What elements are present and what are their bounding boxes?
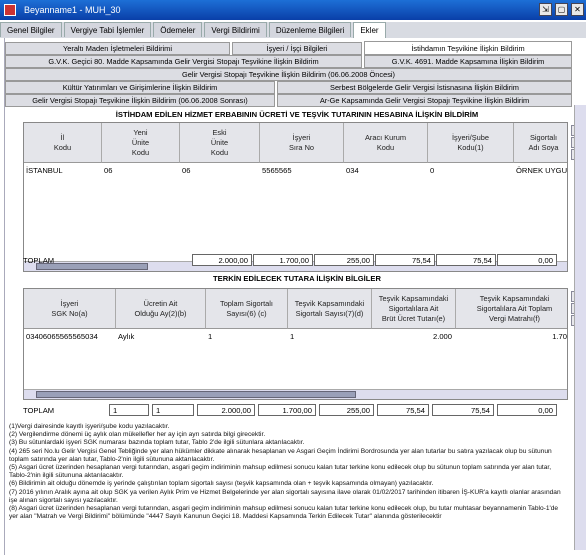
section2-total-8: 0,00 [497,404,557,416]
subtab-arge[interactable]: Ar-Ge Kapsamında Gelir Vergisi Stopajı Teşvikine İlişkin Bildirim [277,94,572,107]
section2-total-5: 255,00 [319,404,374,416]
section2-total-7: 75,54 [432,404,494,416]
subtab-kultur-yatirimlari[interactable]: Kültür Yatırımları ve Girişimlerine İlişkin Bildirim [5,81,275,94]
footnote-7: (7) 2016 yılının Aralık ayına ait olup SGK ya verilen Aylık Prim ve Hizmet Belgelerinde yer alan sigortalı sayısına ilave olarak 01/02/2017 tarihinden itibaren İŞ-KUR'a kayıtlı olanlar arasından işe alınan sigortalı sayısı yazılacaktır. [9,488,561,504]
section2-hscroll-thumb[interactable] [36,391,356,398]
cell-isyeri-sube-kodu[interactable]: 0 [430,166,435,175]
section2-total-3: 2.000,00 [197,404,255,416]
section2-title: TERKİN EDİLECEK TUTARA İLİŞKİN BİLGİLER [213,274,381,283]
footnote-5: (5) Asgari ücret üzerinden hesaplanan vergi tutarından, asgari geçim indiriminin mahsup edilmesi sonucu kalan tutar terkine konu edilecek olup bu sütunun toplam satırında yer alan tutar, Tablo-2'nin ilgili sütununa aktarılacaktır. [9,464,552,480]
section1-total-label: TOPLAM [23,256,55,265]
cell-brut-ucret[interactable]: 2.000 [432,332,452,341]
subtab-stopaj-oncesi[interactable]: Gelir Vergisi Stopajı Teşvikine İlişkin Bildirim (06.06.2008 Öncesi) [5,68,572,81]
cell-tesvik-sigortali-sayisi[interactable]: 1 [290,332,295,341]
footnote-6: (6) Bildirimin ait olduğu dönemde iş yerinde çalıştırılan toplam sigortalı sayısı (teşvik kapsamında olan + teşvik kapsamında olmayan) yazılacaktır. [9,480,434,488]
col-toplam-sigortali[interactable]: Toplam Sigortalı Sayısı(6) (c) [206,289,288,329]
footnote-4: (4) 265 seri No.lu Gelir Vergisi Genel Tebliğinde yer alan hükümler dikkate alınarak hesaplanan ve Asgari Geçim İndirimi Bordrosunda yer alan tutarlar bu satıra yazılacak olup bu sütunun toplam satırında yer alan tutar, Tablo-2'nin ilgili sütununa aktarılacaktır. [9,447,552,463]
section2-hscrollbar[interactable] [24,389,567,399]
subtab-serbest-bolge[interactable]: Serbest Bölgelerde Gelir Vergisi İstisnasına İlişkin Bildirim [277,81,572,94]
footnote-2: (2) Vergilendirme dönemi üç aylık olan mükellefler her ay için ayrı satırda bilgi girecektir. [9,431,266,439]
section2-total-label: TOPLAM [23,406,55,415]
footnotes [9,423,564,521]
tab-ekler[interactable]: Ekler [353,22,385,38]
app-icon [4,4,16,16]
tab-odemeler[interactable]: Ödemeler [153,22,202,37]
col-eski-unite-kodu[interactable]: Eski Ünite Kodu [180,123,260,163]
subtab-gvk-4691[interactable]: G.V.K. 4691. Madde Kapsamına İlişkin Bildirim [364,55,572,68]
tab-vergiye-tabi-islemler[interactable]: Vergiye Tabi İşlemler [64,22,152,37]
footnote-3: (3) Bu sütunlardaki işyeri SGK numarası bazında toplam tutar, Tablo 2'de ilgili sütunlara aktarılacaktır. [9,439,305,447]
cell-ucretin-ait-oldugu-ay[interactable]: Aylık [118,332,135,341]
col-brut-ucret[interactable]: Teşvik Kapsamındaki Sigortalılara Ait Brüt Ücret Tutarı(e) [372,289,456,329]
section1-total-1: 2.000,00 [192,254,252,266]
section1-total-4: 75,54 [375,254,435,266]
col-sigortali-adi[interactable]: Sigortalı Adı Soya [514,123,568,163]
main-tab-bar [0,22,586,38]
window-titlebar [0,0,586,20]
section1-title: İSTİHDAM EDİLEN HİZMET ERBABININ ÜCRETİ VE TEŞVİK TUTARININ HESABINA İLİŞKİN BİLDİRİM [115,110,479,119]
cell-il-kodu[interactable]: İSTANBUL [26,166,63,175]
footnote-8: (8) Asgari ücret üzerinden hesaplanan vergi tutarından, asgari geçim indiriminin mahsup edilmesi sonucu kalan tutar terkine konu edilecek olup, bu tutar muhtasar beyannamenin Tablo-1'de yer alan "Matrah ve Vergi Bildirimi" bölümünde "4447 Sayılı Kanunun Geçici 18. Maddesi Kapsamında Terkin Edilecek Tutar" alanında gösterilecektir [9,505,559,521]
footnote-1: (1)Vergi dairesinde kayıtlı işyeri/şube kodu yazılacaktır. [9,423,170,430]
subtab-istihdam-tesvik[interactable]: İstihdamın Teşvikine İlişkin Bildirim [364,41,572,55]
section1-total-3: 255,00 [314,254,374,266]
close-button[interactable]: ✕ [571,3,584,16]
cell-isyeri-sira-no[interactable]: 5565565 [262,166,292,175]
section1-total-2: 1.700,00 [253,254,313,266]
istihdam-grid [23,122,568,272]
cell-toplam-sigortali[interactable]: 1 [208,332,213,341]
col-ucretin-ait-oldugu-ay[interactable]: Ücretin Ait Olduğu Ay(2)(b) [116,289,206,329]
col-isyeri-sira-no[interactable]: İşyeri Sıra No [260,123,344,163]
section2-total-4: 1.700,00 [258,404,316,416]
subtab-isyeri-isci[interactable]: İşyeri / İşçi Bilgileri [232,42,362,55]
minimize-button[interactable]: ⇲ [539,3,552,16]
cell-vergi-matrahi[interactable]: 1.70 [552,332,567,341]
section2-total-1: 1 [109,404,149,416]
section1-total-5: 75,54 [436,254,496,266]
restore-button[interactable]: ▢ [555,3,568,16]
tab-genel-bilgiler[interactable]: Genel Bilgiler [0,22,62,37]
tab-duzenleme-bilgileri[interactable]: Düzenleme Bilgileri [269,22,351,37]
col-yeni-unite-kodu[interactable]: Yeni Ünite Kodu [102,123,180,163]
col-araci-kurum-kodu[interactable]: Aracı Kurum Kodu [344,123,428,163]
subtab-gvk-gecici-80[interactable]: G.V.K. Geçici 80. Madde Kapsamında Gelir Vergisi Stopajı Teşvikine İlişkin Bildirim [5,55,362,68]
col-vergi-matrahi[interactable]: Teşvik Kapsamındaki Sigortalılara Ait Toplam Vergi Matrahı(f) [456,289,568,329]
col-tesvik-sigortali-sayisi[interactable]: Teşvik Kapsamındaki Sigortalı Sayısı(7)(d) [288,289,372,329]
cell-yeni-unite-kodu[interactable]: 06 [104,166,113,175]
section2-total-2: 1 [152,404,194,416]
section1-total-6: 0,00 [497,254,557,266]
window-title: Beyanname1 - MUH_30 [24,5,121,15]
panel-vscrollbar[interactable] [574,105,586,550]
subtab-yeralti-maden[interactable]: Yeraltı Maden İşletmeleri Bildirimi [5,42,230,55]
col-il-kodu[interactable]: İl Kodu [24,123,102,163]
col-isyeri-sube-kodu[interactable]: İşyeri/Şube Kodu(1) [428,123,514,163]
col-isyeri-sgk-no[interactable]: İşyeri SGK No(a) [24,289,116,329]
cell-araci-kurum-kodu[interactable]: 034 [346,166,359,175]
terkin-grid [23,288,568,400]
ekler-panel [4,38,586,555]
cell-sigortali-adi[interactable]: ÖRNEK UYGU [516,166,568,175]
subtab-stopaj-sonrasi[interactable]: Gelir Vergisi Stopajı Teşvikine İlişkin Bildirim (06.06.2008 Sonrası) [5,94,275,107]
cell-isyeri-sgk-no[interactable]: 03406065565565034 [26,332,98,341]
tab-vergi-bildirimi[interactable]: Vergi Bildirimi [204,22,266,37]
section2-total-6: 75,54 [377,404,429,416]
cell-eski-unite-kodu[interactable]: 06 [182,166,191,175]
